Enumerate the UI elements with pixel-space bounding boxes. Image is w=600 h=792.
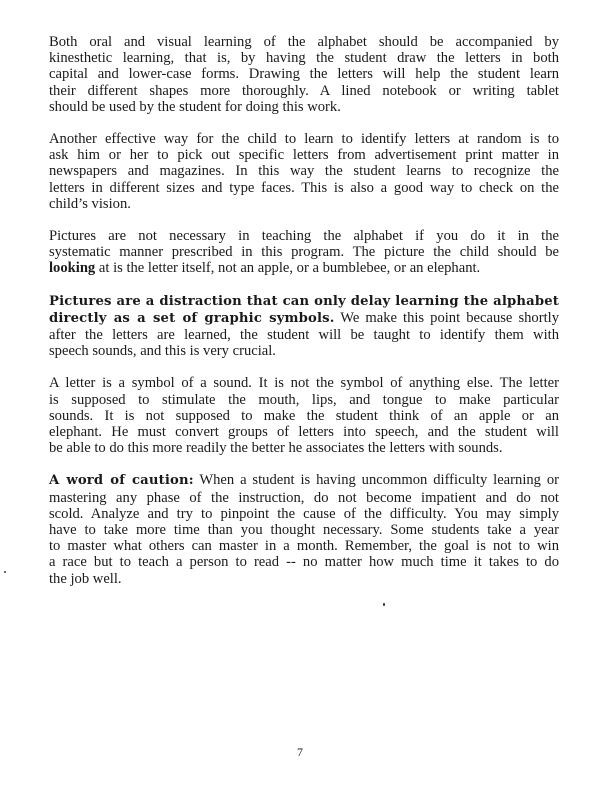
- text-line: a race but to teach a person to read -- no matter how much time it takes to do: [49, 554, 559, 571]
- paragraph-identify-letters: [49, 131, 559, 212]
- text-line: should be used by the student for doing this work.: [49, 98, 341, 115]
- text-line: [49, 472, 559, 489]
- text-line: have to take more time than you thought necessary. Some students take a year: [49, 522, 559, 539]
- bold-heading-text: A word of caution:: [49, 473, 194, 489]
- text-line: Pictures are not necessary in teaching the alphabet if you do it in the: [49, 228, 559, 245]
- text-line: letters in different sizes and type faces. This is also a good way to check on the: [49, 179, 559, 196]
- text-line: child’s vision.: [49, 195, 131, 212]
- text-line: newspapers and magazines. In this way the student learns to recognize the: [49, 163, 559, 180]
- text-line: capital and lower-case forms. Drawing the letters will help the student learn: [49, 66, 559, 83]
- document-body: [49, 34, 559, 603]
- text-line: [49, 260, 559, 276]
- text-line: [49, 310, 559, 327]
- text-run: at is the letter itself, not an apple, or a bumblebee, or an elephant.: [95, 260, 481, 277]
- emphasis-text: looking: [49, 260, 96, 277]
- text-line: speech sounds, and this is very crucial.: [49, 343, 276, 360]
- text-line: elephant. He must convert groups of letters into speech, and the student will: [49, 424, 559, 441]
- page-number: 7: [297, 745, 303, 759]
- paragraph-pictures-distraction: [49, 293, 559, 360]
- text-line: systematic manner prescribed in this program. The picture the child should be: [49, 244, 559, 261]
- text-run: When a student is having uncommon difficulty learning or: [193, 472, 559, 489]
- text-run: We make this point because shortly: [334, 309, 559, 326]
- text-line: be able to do this more readily the better he associates the letters with sounds.: [49, 440, 503, 457]
- scan-speck: [4, 571, 6, 573]
- text-line: scold. Analyze and try to pinpoint the cause of the difficulty. You may simply: [49, 505, 559, 522]
- text-line: their different shapes more thoroughly. A lined notebook or writing tablet: [49, 82, 559, 99]
- text-line: mastering any phase of the instruction, do not become impatient and do not: [49, 489, 559, 506]
- paragraph-word-of-caution: [49, 472, 559, 586]
- text-line: to master what others can master in a month. Remember, the goal is not to win: [49, 538, 559, 555]
- text-line: the job well.: [49, 570, 122, 587]
- text-line: ask him or her to pick out specific letters from advertisement print matter in: [49, 147, 559, 164]
- text-line: Another effective way for the child to learn to identify letters at random is to: [49, 131, 559, 148]
- text-line: sounds. It is not supposed to make the student think of an apple or an: [49, 407, 559, 424]
- paragraph-pictures-not-necessary: [49, 228, 559, 277]
- text-line: Both oral and visual learning of the alphabet should be accompanied by: [49, 34, 559, 50]
- scan-speck: [383, 603, 385, 606]
- bold-heading-text: directly as a set of graphic symbols.: [49, 310, 335, 326]
- paragraph-letter-symbol: [49, 375, 559, 456]
- bold-heading-text: Pictures are a distraction that can only delay learning the alphabet: [49, 293, 559, 309]
- text-line: [49, 293, 559, 310]
- text-line: kinesthetic learning, that is, by having the student draw the letters in both: [49, 50, 559, 67]
- text-line: is supposed to stimulate the mouth, lips, and tongue to make particular: [49, 391, 559, 408]
- text-line: after the letters are learned, the student will be taught to identify them with: [49, 327, 559, 344]
- text-line: A letter is a symbol of a sound. It is not the symbol of anything else. The letter: [49, 375, 559, 392]
- paragraph-kinesthetic-learning: [49, 34, 559, 115]
